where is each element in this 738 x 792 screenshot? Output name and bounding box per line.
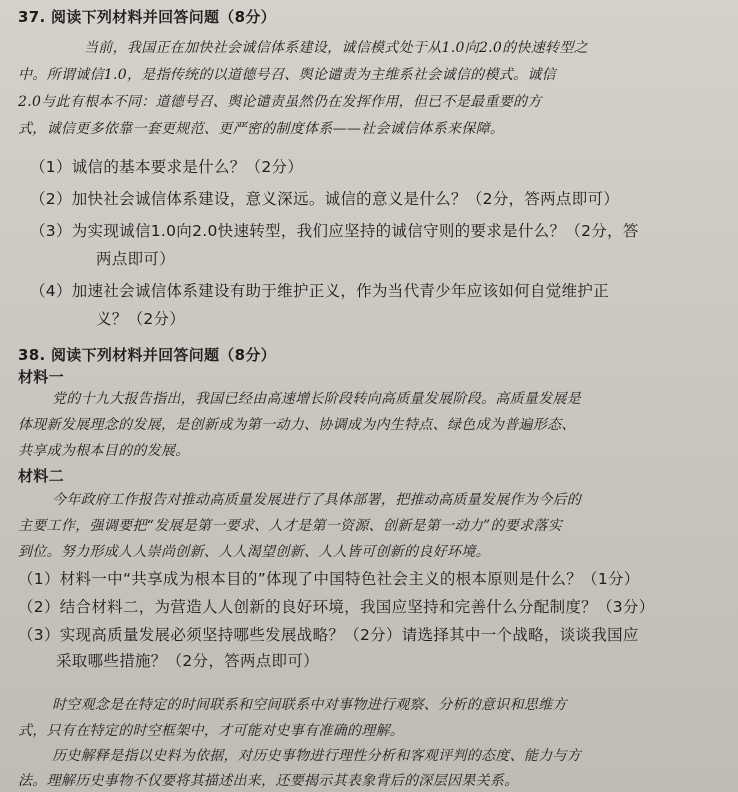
q38-material1-line: 体现新发展理念的发展，是创新成为第一动力、协调成为内生特点、绿色成为普遍形态、 [18, 417, 576, 433]
footer-line: 法。理解历史事物不仅要将其描述出来，还要揭示其表象背后的深层因果关系。 [18, 773, 519, 789]
q38-question-2: （2）结合材料二，为营造人人创新的良好环境，我国应坚持和完善什么分配制度？（3分） [18, 598, 655, 616]
q37-question-3-cont: 两点即可） [96, 250, 176, 268]
q38-material2-line: 到位。努力形成人人崇尚创新、人人渴望创新、人人皆可创新的良好环境。 [18, 544, 490, 560]
q38-question-1: （1）材料一中“共享成为根本目的”体现了中国特色社会主义的根本原则是什么？（1分） [18, 570, 640, 588]
q37-question-2: （2）加快社会诚信体系建设，意义深远。诚信的意义是什么？（2分，答两点即可） [30, 190, 620, 208]
q38-material2-line: 今年政府工作报告对推动高质量发展进行了具体部署，把推动高质量发展作为今后的 [52, 492, 582, 508]
q37-material-line: 当前，我国正在加快社会诚信体系建设，诚信模式处于从1.0向2.0的快速转型之 [84, 40, 588, 56]
q37-question-3: （3）为实现诚信1.0向2.0快速转型，我们应坚持的诚信守则的要求是什么？（2分，答 [30, 222, 639, 240]
q37-material-line: 中。所谓诚信1.0，是指传统的以道德号召、舆论谴责为主维系社会诚信的模式。诚信 [18, 67, 556, 83]
q38-title: 38. 阅读下列材料并回答问题（8分） [18, 346, 276, 364]
material1-label: 材料一 [18, 368, 64, 386]
q38-material2-line: 主要工作，强调要把“发展是第一要求、人才是第一资源、创新是第一动力”的要求落实 [18, 518, 563, 534]
footer-line: 历史解释是指以史料为依据，对历史事物进行理性分析和客观评判的态度、能力与方 [52, 748, 582, 764]
q37-question-4: （4）加速社会诚信体系建设有助于维护正义，作为当代青少年应该如何自觉维护正 [30, 282, 609, 300]
q38-question-3-cont: 采取哪些措施？（2分，答两点即可） [56, 652, 319, 670]
q37-title: 37. 阅读下列材料并回答问题（8分） [18, 8, 276, 26]
q37-question-1: （1）诚信的基本要求是什么？（2分） [30, 158, 304, 176]
q37-material-line: 式，诚信更多依靠一套更规范、更严密的制度体系——社会诚信体系来保障。 [18, 121, 505, 137]
q38-material1-line: 党的十九大报告指出，我国已经由高速增长阶段转向高质量发展阶段。高质量发展是 [52, 391, 582, 407]
q37-material-line: 2.0与此有根本不同：道德号召、舆论谴责虽然仍在发挥作用，但已不是最重要的方 [18, 94, 542, 110]
footer-line: 时空观念是在特定的时间联系和空间联系中对事物进行观察、分析的意识和思维方 [52, 697, 567, 713]
q38-question-3: （3）实现高质量发展必须坚持哪些发展战略？（2分）请选择其中一个战略，谈谈我国应 [18, 626, 639, 644]
material2-label: 材料二 [18, 467, 64, 485]
q37-question-4-cont: 义？（2分） [96, 310, 186, 328]
q38-material1-line: 共享成为根本目的的发展。 [18, 443, 190, 459]
footer-line: 式，只有在特定的时空框架中，才可能对史事有准确的理解。 [18, 723, 405, 739]
